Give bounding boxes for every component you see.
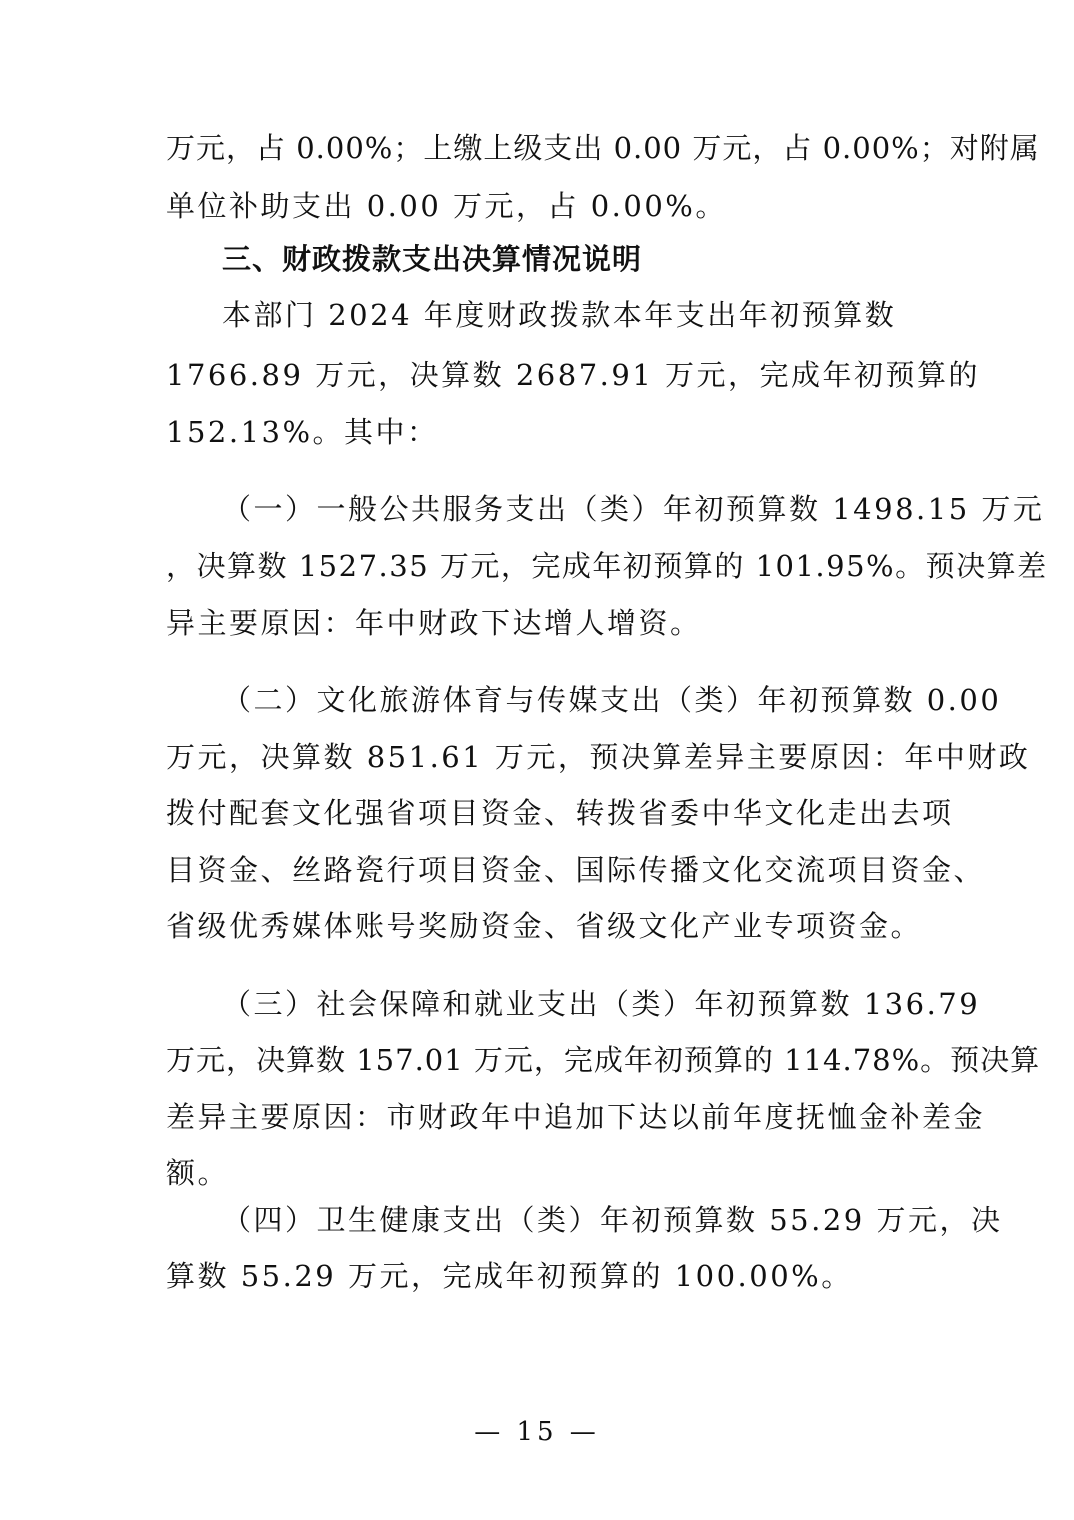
paragraph-line: 异主要原因：年中财政下达增人增资。 — [166, 606, 702, 640]
paragraph-line: ，决算数 1527.35 万元，完成年初预算的 101.95%。预决算差 — [166, 549, 1048, 583]
paragraph-line: 本部门 2024 年度财政拨款本年支出年初预算数 — [222, 298, 897, 332]
paragraph-line: （四）卫生健康支出（类）年初预算数 55.29 万元，决 — [222, 1203, 1003, 1237]
paragraph-line: 单位补助支出 0.00 万元，占 0.00%。 — [166, 189, 727, 223]
paragraph-line: （三）社会保障和就业支出（类）年初预算数 136.79 — [222, 987, 981, 1021]
page-number: — 15 — — [474, 1417, 600, 1447]
paragraph-line: 算数 55.29 万元，完成年初预算的 100.00%。 — [166, 1259, 853, 1293]
paragraph-line: 万元，决算数 157.01 万元，完成年初预算的 114.78%。预决算 — [166, 1043, 1041, 1077]
paragraph-line: 1766.89 万元，决算数 2687.91 万元，完成年初预算的 — [166, 358, 981, 392]
paragraph-line: 差异主要原因：市财政年中追加下达以前年度抚恤金补差金 — [166, 1100, 986, 1134]
paragraph-line: （二）文化旅游体育与传媒支出（类）年初预算数 0.00 — [222, 683, 1002, 717]
paragraph-line: 拨付配套文化强省项目资金、转拨省委中华文化走出去项 — [166, 796, 954, 830]
paragraph-line: 万元，决算数 851.61 万元，预决算差异主要原因：年中财政 — [166, 740, 1031, 774]
paragraph-line: 目资金、丝路瓷行项目资金、国际传播文化交流项目资金、 — [166, 853, 986, 887]
paragraph-line: 万元，占 0.00%；上缴上级支出 0.00 万元，占 0.00%；对附属 — [166, 131, 1040, 165]
paragraph-line: 省级优秀媒体账号奖励资金、省级文化产业专项资金。 — [166, 909, 923, 943]
paragraph-line: 额。 — [166, 1156, 230, 1190]
paragraph-line: 152.13%。其中： — [166, 415, 439, 449]
section-heading: 三、财政拨款支出决算情况说明 — [222, 242, 643, 276]
paragraph-line: （一）一般公共服务支出（类）年初预算数 1498.15 万元 — [222, 492, 1045, 526]
